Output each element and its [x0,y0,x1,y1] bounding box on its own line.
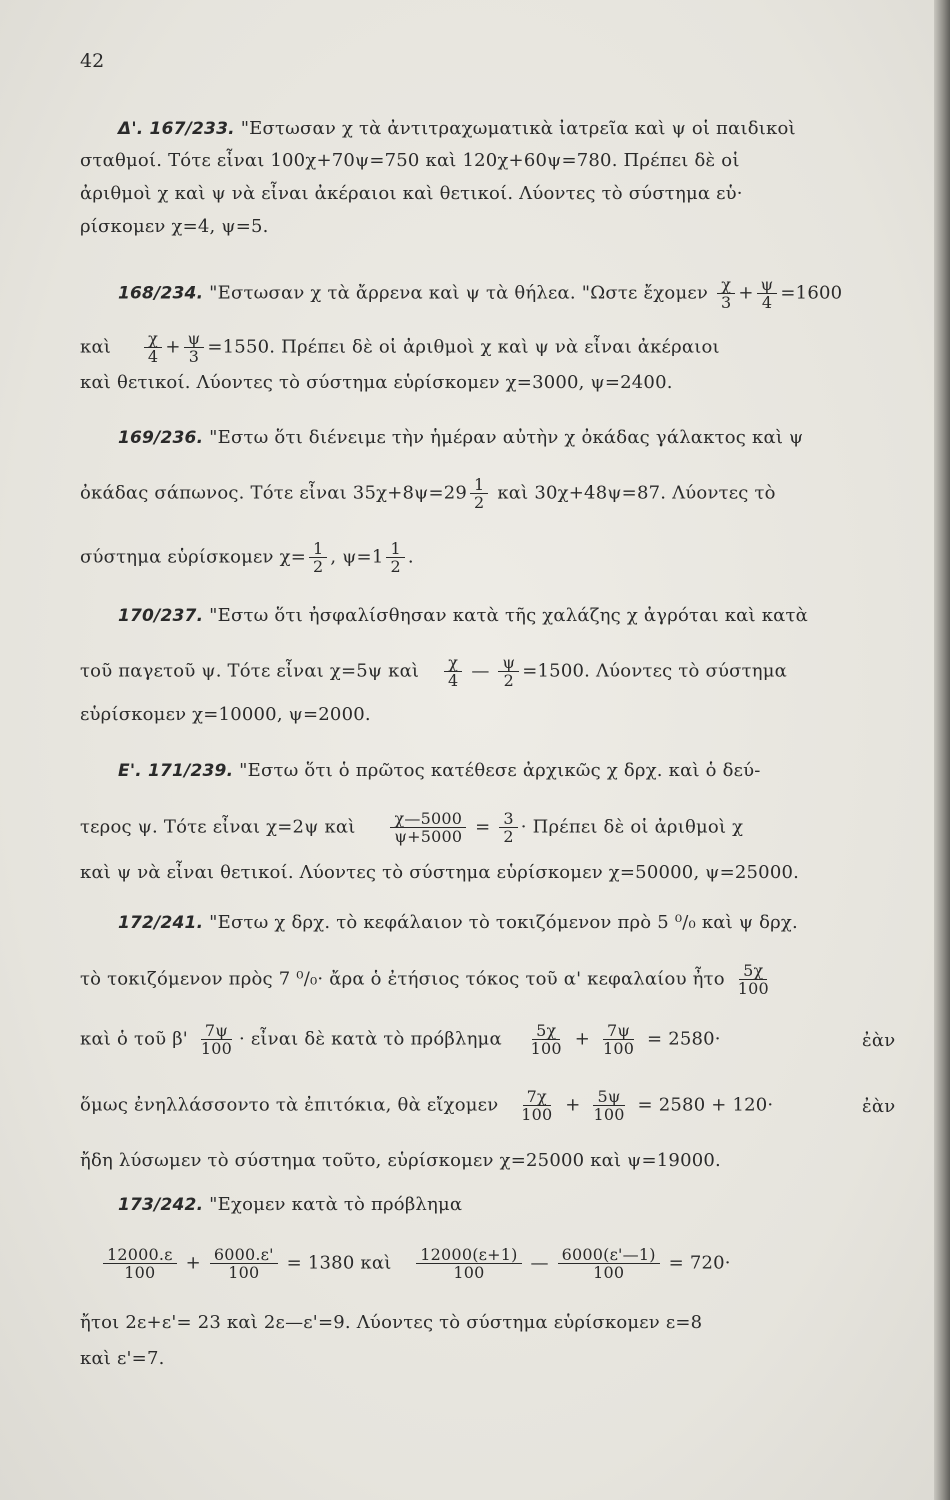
s168-line2: καὶ $\frac{\chi}{4}$ + $\frac{\psi}{3}$ =1550. Πρέπει δὲ οἱ ἀριθμοὶ χ καὶ ψ νὰ εἶναι ἀκέραιοι [80,329,720,366]
fraction: $\frac{1}{2}$ [470,476,488,511]
fraction: $\frac{5\psi}{100}$ [593,1087,625,1124]
fraction: $\frac{\chi}{3}$ [717,276,735,311]
s167-label: Δ'. 167/233. [118,119,235,139]
fraction: $\frac{3}{2}$ [499,810,517,845]
s170-line2: τοῦ παγετοῦ ψ. Τότε εἶναι χ=5ψ καὶ $\frac{\chi}{4}$ — $\frac{\psi}{2}$ =1500. Λύοντες τὸ σύστημα [80,653,788,690]
s172-line1 [118,912,798,934]
s167-line1 [118,118,796,140]
fraction: $\frac{12000.\varepsilon}{100}$ [103,1246,177,1281]
s168-label: 168/234. [118,283,204,304]
s170-label: 170/237. [118,606,204,626]
page-number: 42 [80,50,105,72]
s167-line4: ρίσκομεν χ=4, ψ=5. [80,216,269,237]
s172-line5: ἤδη λύσωμεν τὸ σύστημα τοῦτο, εὑρίσκομεν χ=25000 καὶ ψ=19000. [80,1150,721,1171]
s171-line1 [118,760,761,782]
s173-line2: $\frac{12000.\varepsilon}{100}$ + $\frac{6000.\varepsilon'}{100}$ = 1380 καὶ $\frac{12000(\varepsilon+1)}{100}$ — $\frac{6000(\varepsilon'—1)}{100}$ = 720· [100,1246,731,1281]
s168-text1: "Εστωσαν χ τὰ ἄρρενα καὶ ψ τὰ θήλεα. "Ωστε ἔχομεν [209,282,709,304]
page-edge [934,0,950,1500]
fraction: $\frac{5\chi}{100}$ [530,1021,562,1058]
s173-line4: καὶ ε'=7. [80,1348,165,1369]
s167-line2: σταθμοί. Τότε εἶναι 100χ+70ψ=750 καὶ 120χ+60ψ=780. Πρέπει δὲ οἱ [80,150,740,171]
fraction: $\frac{6000(\varepsilon'—1)}{100}$ [558,1246,660,1281]
fraction: $\frac{1}{2}$ [309,540,327,575]
fraction: $\frac{5\chi}{100}$ [737,961,769,998]
s170-text1: "Εστω ὅτι ἠσφαλίσθησαν κατὰ τῆς χαλάζης χ ἀγρόται καὶ κατὰ [209,605,809,626]
s170-line3: εὑρίσκομεν χ=10000, ψ=2000. [80,704,371,725]
s172-text1: "Εστω χ δρχ. τὸ κεφάλαιον τὸ τοκιζόμενον πρὸ 5 ⁰/₀ καὶ ψ δρχ. [209,912,798,933]
s172-line4-end: ἐὰν [862,1096,896,1117]
s172-label: 172/241. [118,913,204,933]
s171-text1: "Εστω ὅτι ὁ πρῶτος κατέθεσε ἀρχικῶς χ δρχ. καὶ ὁ δεύ- [239,760,761,781]
fraction: $\frac{7\psi}{100}$ [602,1021,635,1058]
fraction: $\frac{12000(\varepsilon+1)}{100}$ [416,1246,521,1281]
s171-line2: τερος ψ. Τότε εἶναι χ=2ψ καὶ $\frac{\chi—5000}{\psi+5000}$ = $\frac{3}{2}$ · Πρέπει δὲ οἱ ἀριθμοὶ χ [80,809,744,846]
s172-line4: ὅμως ἐνηλλάσσοντο τὰ ἐπιτόκια, θὰ εἴχομεν $\frac{7\chi}{100}$ + $\frac{5\psi}{100}$ = 2580 + 120· [80,1087,774,1124]
s171-line3: καὶ ψ νὰ εἶναι θετικοί. Λύοντες τὸ σύστημα εὑρίσκομεν χ=50000, ψ=25000. [80,862,800,883]
s172-line3-end: ἐὰν [862,1030,896,1051]
fraction: $\frac{\chi}{4}$ [444,654,462,689]
s172-line2: τὸ τοκιζόμενον πρὸς 7 ⁰/₀· ἄρα ὁ ἐτήσιος τόκος τοῦ α' κεφαλαίου ἦτο $\frac{5\chi}{100}$ [80,962,776,997]
fraction: $\frac{6000.\varepsilon'}{100}$ [210,1246,278,1281]
s167-text1: "Εστωσαν χ τὰ ἀντιτραχωματικὰ ἰατρεῖα καὶ ψ οἱ παιδικοὶ [240,118,796,139]
s169-line2: ὀκάδας σάπωνος. Τότε εἶναι 35χ+8ψ=29 $\frac{1}{2}$ καὶ 30χ+48ψ=87. Λύοντες τὸ [80,475,776,512]
s173-line1 [118,1194,462,1216]
fraction: $\frac{7\psi}{100}$ [200,1021,233,1058]
s173-line3: ἤτοι 2ε+ε'= 23 καὶ 2ε—ε'=9. Λύοντες τὸ σύστημα εὑρίσκομεν ε=8 [80,1312,703,1333]
s169-line3: σύστημα εὑρίσκομεν χ= $\frac{1}{2}$ , ψ=1 $\frac{1}{2}$ . [80,539,414,576]
fraction: $\frac{7\chi}{100}$ [521,1087,553,1124]
s169-label: 169/236. [118,428,204,448]
fraction: $\frac{\psi}{4}$ [757,276,778,311]
fraction: $\frac{\psi}{3}$ [184,330,205,365]
fraction: $\frac{\psi}{2}$ [498,654,519,689]
fraction: $\frac{\chi—5000}{\psi+5000}$ [390,810,466,845]
fraction: $\frac{\chi}{4}$ [144,330,162,365]
s172-line3: καὶ ὁ τοῦ β' $\frac{7\psi}{100}$ · εἶναι δὲ κατὰ τὸ πρόβλημα $\frac{5\chi}{100}$ + $\frac{7\psi}{100}$ = 2580· [80,1021,721,1058]
s167-line3: ἀριθμοὶ χ καὶ ψ νὰ εἶναι ἀκέραιοι καὶ θετικοί. Λύοντες τὸ σύστημα εὑ· [80,183,743,204]
s169-line1 [118,427,803,449]
s170-line1 [118,605,808,627]
s173-label: 173/242. [118,1195,204,1215]
s171-label: Ε'. 171/239. [118,761,234,781]
s173-text1: "Εχομεν κατὰ τὸ πρόβλημα [209,1194,463,1215]
s168-line3: καὶ θετικοί. Λύοντες τὸ σύστημα εὑρίσκομεν χ=3000, ψ=2400. [80,372,673,393]
fraction: $\frac{1}{2}$ [386,540,404,575]
s168-line1: 168/234. "Εστωσαν χ τὰ ἄρρενα καὶ ψ τὰ θήλεα. "Ωστε ἔχομεν $\frac{\chi}{3}$ + $\frac{\psi}{4}$ =1600 [118,275,843,312]
s169-text1: "Εστω ὅτι διένειμε τὴν ἡμέραν αὐτὴν χ ὀκάδας γάλακτος καὶ ψ [209,427,804,448]
